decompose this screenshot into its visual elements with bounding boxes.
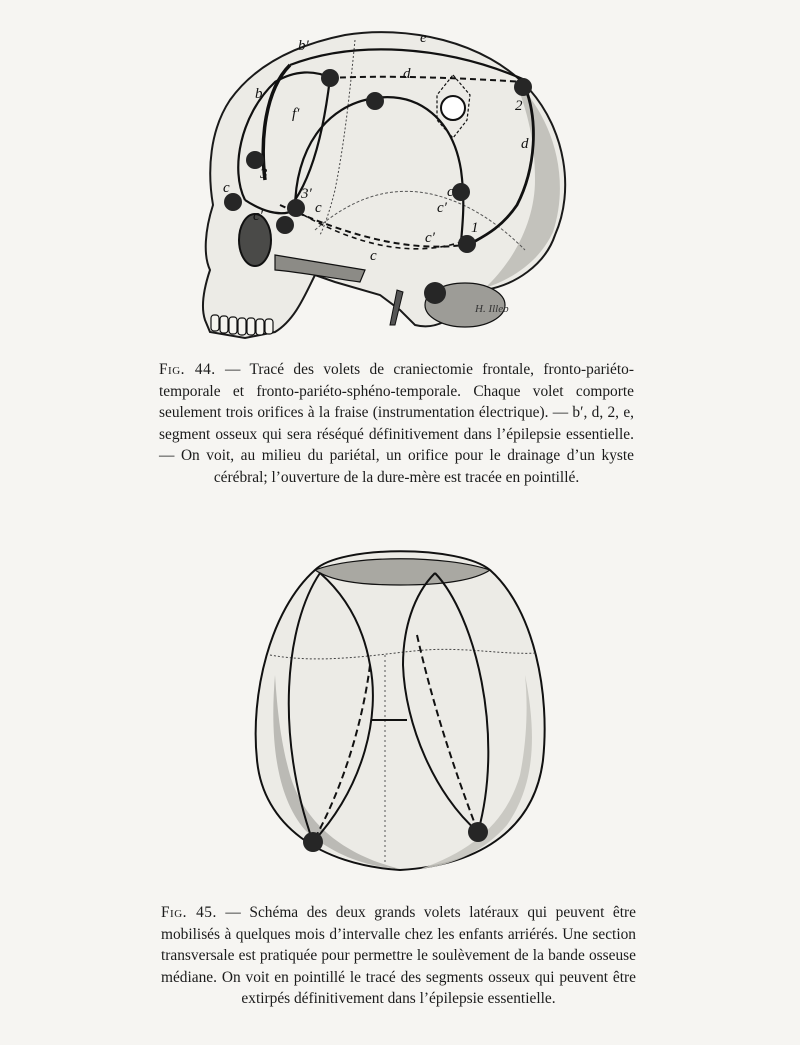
label-c-prime-right: c′ [437,200,447,216]
burr-hole [458,235,476,253]
label-f-prime: f′ [292,106,300,122]
figure-45-label: Fig. 45. [161,904,217,921]
figure-44-caption [159,359,634,489]
label-3: 3 [260,166,268,182]
figure-45-caption-text: — Schéma des deux grands volets latéraux qui peuvent être mobilisés à quelques mois d’intervalle chez les enfants arriérés. Une section transversale est pratiquée pour permettre le soulèvement de la bande osseuse médiane. On voit en pointillé le tracé des segments osseux qui peuvent être extirpés définitivement dans l’épilepsie essentielle. [161,904,636,1008]
label-c-right: c [447,184,454,200]
skull-outline [203,32,565,338]
skull-top-illustration [245,535,555,875]
figure-44-label: Fig. 44. [159,361,216,378]
label-c-left: c [223,180,230,196]
artist-signature: H. Illeb [475,303,509,315]
burr-hole-left [303,832,323,852]
burr-hole [514,78,532,96]
burr-hole [276,216,294,234]
label-c-mid: c [315,200,322,216]
label-d-right: d [521,136,529,152]
burr-hole [452,183,470,201]
burr-hole-right [468,822,488,842]
burr-hole [366,92,384,110]
label-1: 1 [471,220,479,236]
label-d-top: d [403,66,411,82]
figure-44-caption-text: — Tracé des volets de craniectomie frontale, fronto-pariéto-temporale et fronto-pariéto-sphéno-temporale. Chaque volet comporte seulement trois orifices à la fraise (instrumentation électrique). — b′, d, 2, e, segment osseux qui sera réséqué définitivement dans l’épilepsie essentielle. — On voit, au milieu du pariétal, un orifice pour le drainage d’un kyste cérébral; l’ouverture de la dure-mère est tracée en pointillé. [159,361,634,486]
label-2: 2 [515,98,523,114]
figure-45-caption [161,902,636,1010]
burr-hole [424,282,446,304]
label-c-bottom: c [370,248,377,264]
label-b: b [255,86,263,102]
label-c-prime-left: c′ [253,208,263,224]
label-3-prime: 3′ [301,186,312,202]
label-e: e [420,30,427,46]
label-c-prime-lower: c′ [425,230,435,246]
skull-lateral-illustration [185,20,585,350]
label-b-prime: b′ [298,38,309,54]
burr-hole [321,69,339,87]
